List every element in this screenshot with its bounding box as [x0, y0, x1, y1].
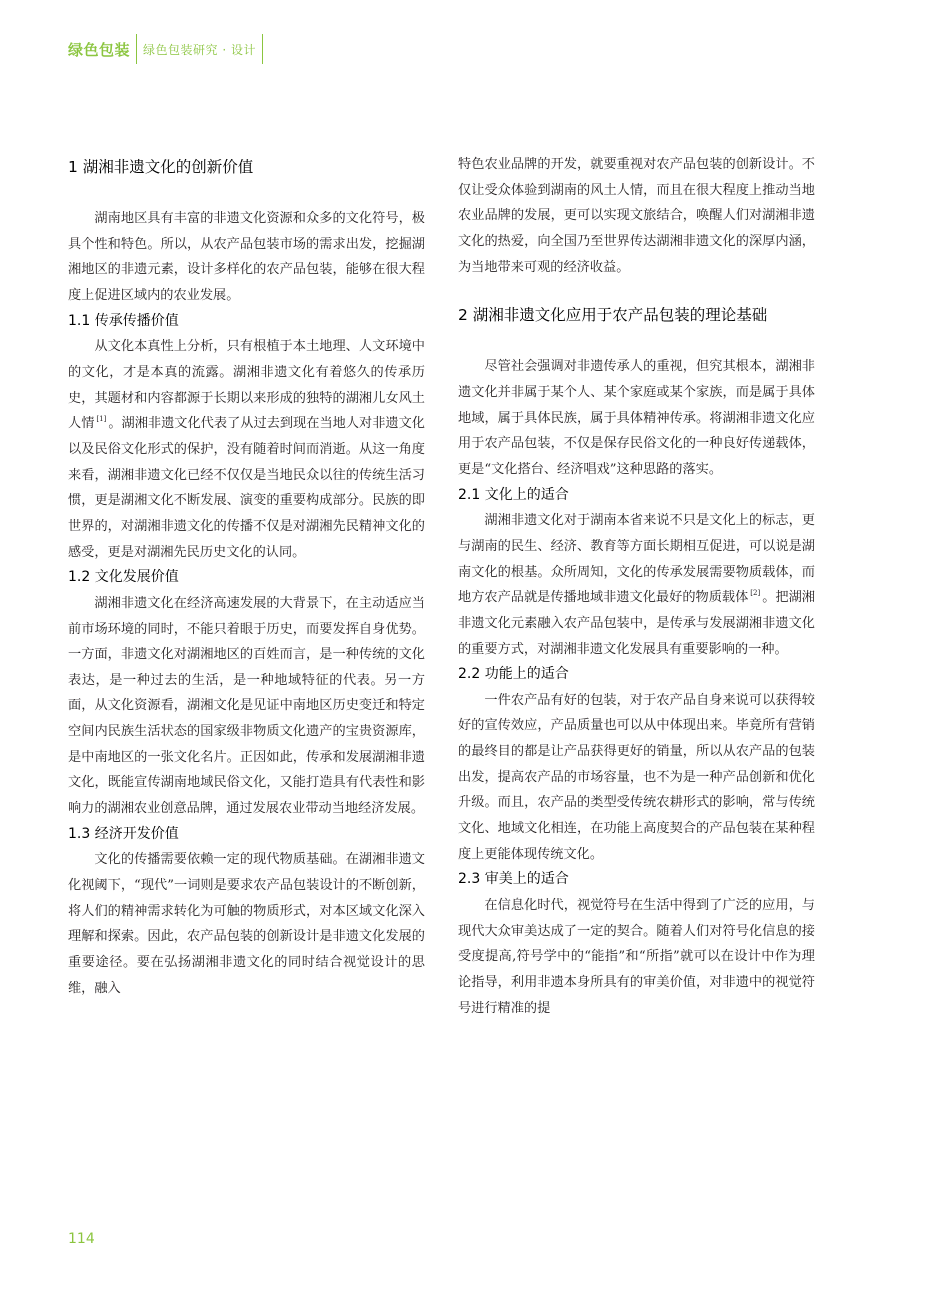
heading-2-1: 2.1 文化上的适合: [458, 486, 569, 503]
paragraph-2-3: 在信息化时代，视觉符号在生活中得到了广泛的应用，与现代大众审美达成了一定的契合。随着人们对符号化信息的接受度提高,符号学中的“能指”和“所指”就可以在设计中作为理论指导，利用非遗本身所具有的审美价值，对非遗中的视觉符号进行精准的提: [458, 898, 815, 1016]
header-divider: [136, 34, 137, 64]
page-number: 114: [68, 1231, 95, 1247]
paragraph-1-2: 湖湘非遗文化在经济高速发展的大背景下，在主动适应当前市场环境的同时，不能只着眼于历史，而要发挥自身优势。一方面，非遗文化对湖湘地区的百姓而言，是一种传统的文化表达，是一种过去的生活，是一种地域特征的代表。另一方面，从文化资源看，湖湘文化是见证中南地区历史变迁和特定空间内民族生活状态的国家级非物质文化遗产的宝贵资源库，是中南地区的一张文化名片。正因如此，传承和发展湖湘非遗文化，既能宣传湖南地域民俗文化，又能打造具有代表性和影响力的湖湘农业创意品牌，通过发展农业带动当地经济发展。: [68, 595, 425, 817]
heading-2-3: 2.3 审美上的适合: [458, 871, 569, 888]
citation-ref: [1]: [96, 415, 107, 424]
paragraph-text: 。把湖湘非遗文化元素融入农产品包装中，是传承与发展湖湘非遗文化的重要方式，对湖湘非遗文化发展具有重要影响的一种。: [458, 590, 815, 657]
paragraph-text: 从文化本真性上分析，只有根植于本土地理、人文环境中的文化，才是本真的流露。湖湘非遗文化有着悠久的传承历史，其题材和内容都源于长期以来形成的独特的湖湘儿女风土人情: [68, 339, 425, 432]
running-header: [68, 34, 263, 64]
paragraph-continued: 特色农业品牌的开发，就要重视对农产品包装的创新设计。不仅让受众体验到湖南的风土人情，而且在很大程度上推动当地农业品牌的发展，更可以实现文旅结合，唤醒人们对湖湘非遗文化的热爱，向全国乃至世界传达湖湘非遗文化的深厚内涵，为当地带来可观的经济收益。: [458, 157, 815, 275]
left-column: [68, 152, 425, 1001]
header-divider-right: [262, 34, 263, 64]
heading-1: 1 湖湘非遗文化的创新价值: [68, 158, 254, 176]
paragraph-2: 尽管社会强调对非遗传承人的重视，但究其根本，湖湘非遗文化并非属于某个人、某个家庭或某个家族，而是属于具体地域，属于具体民族，属于具体精神传承。将湖湘非遗文化应用于农产品包装，不仅是保存民俗文化的一种良好传递载体，更是“文化搭台、经济唱戏”这种思路的落实。: [458, 359, 815, 477]
right-column: [458, 152, 815, 1021]
paragraph-text: 湖湘非遗文化对于湖南本省来说不只是文化上的标志，更与湖南的民生、经济、教育等方面长期相互促进，可以说是湖南文化的根基。众所周知，文化的传承发展需要物质载体，而地方农产品就是传播地域非遗文化最好的物质载体: [458, 513, 815, 606]
citation-ref: [2]: [750, 589, 761, 598]
paragraph-2-1: [458, 508, 815, 662]
paragraph-1-1: [68, 334, 425, 565]
heading-1-2: 1.2 文化发展价值: [68, 569, 179, 586]
paragraph-text: 。湖湘非遗文化代表了从过去到现在当地人对非遗文化以及民俗文化形式的保护，没有随着时间而消逝。从这一角度来看，湖湘非遗文化已经不仅仅是当地民众以往的传统生活习惯，更是湖湘文化不断发展、演变的重要构成部分。民族的即世界的，对湖湘非遗文化的传播不仅是对湖湘先民精神文化的感受，更是对湖湘先民历史文化的认同。: [68, 416, 425, 560]
section-title: 绿色包装研究 · 设计: [143, 42, 256, 57]
heading-2-2: 2.2 功能上的适合: [458, 666, 569, 683]
paragraph-intro: 湖南地区具有丰富的非遗文化资源和众多的文化符号，极具个性和特色。所以，从农产品包装市场的需求出发，挖掘湖湘地区的非遗元素，设计多样化的农产品包装，能够在很大程度上促进区域内的农业发展。: [68, 211, 425, 303]
journal-logo: 绿色包装: [68, 40, 131, 59]
heading-1-3: 1.3 经济开发价值: [68, 825, 179, 842]
paragraph-2-2: 一件农产品有好的包装，对于农产品自身来说可以获得较好的宣传效应，产品质量也可以从中体现出来。毕竟所有营销的最终目的都是让产品获得更好的销量，所以从农产品的包装出发，提高农产品的市场容量，也不为是一种产品创新和优化升级。而且，农产品的类型受传统农耕形式的影响，常与传统文化、地域文化相连，在功能上高度契合的产品包装在某种程度上更能体现传统文化。: [458, 692, 815, 862]
paragraph-1-3: 文化的传播需要依赖一定的现代物质基础。在湖湘非遗文化视阈下，“现代”一词则是要求农产品包装设计的不断创新，将人们的精神需求转化为可触的物质形式，对本区域文化深入理解和探索。因此，农产品包装的创新设计是非遗文化发展的重要途径。要在弘扬湖湘非遗文化的同时结合视觉设计的思维，融入: [68, 852, 425, 996]
heading-1-1: 1.1 传承传播价值: [68, 312, 179, 329]
heading-2: 2 湖湘非遗文化应用于农产品包装的理论基础: [458, 306, 768, 325]
